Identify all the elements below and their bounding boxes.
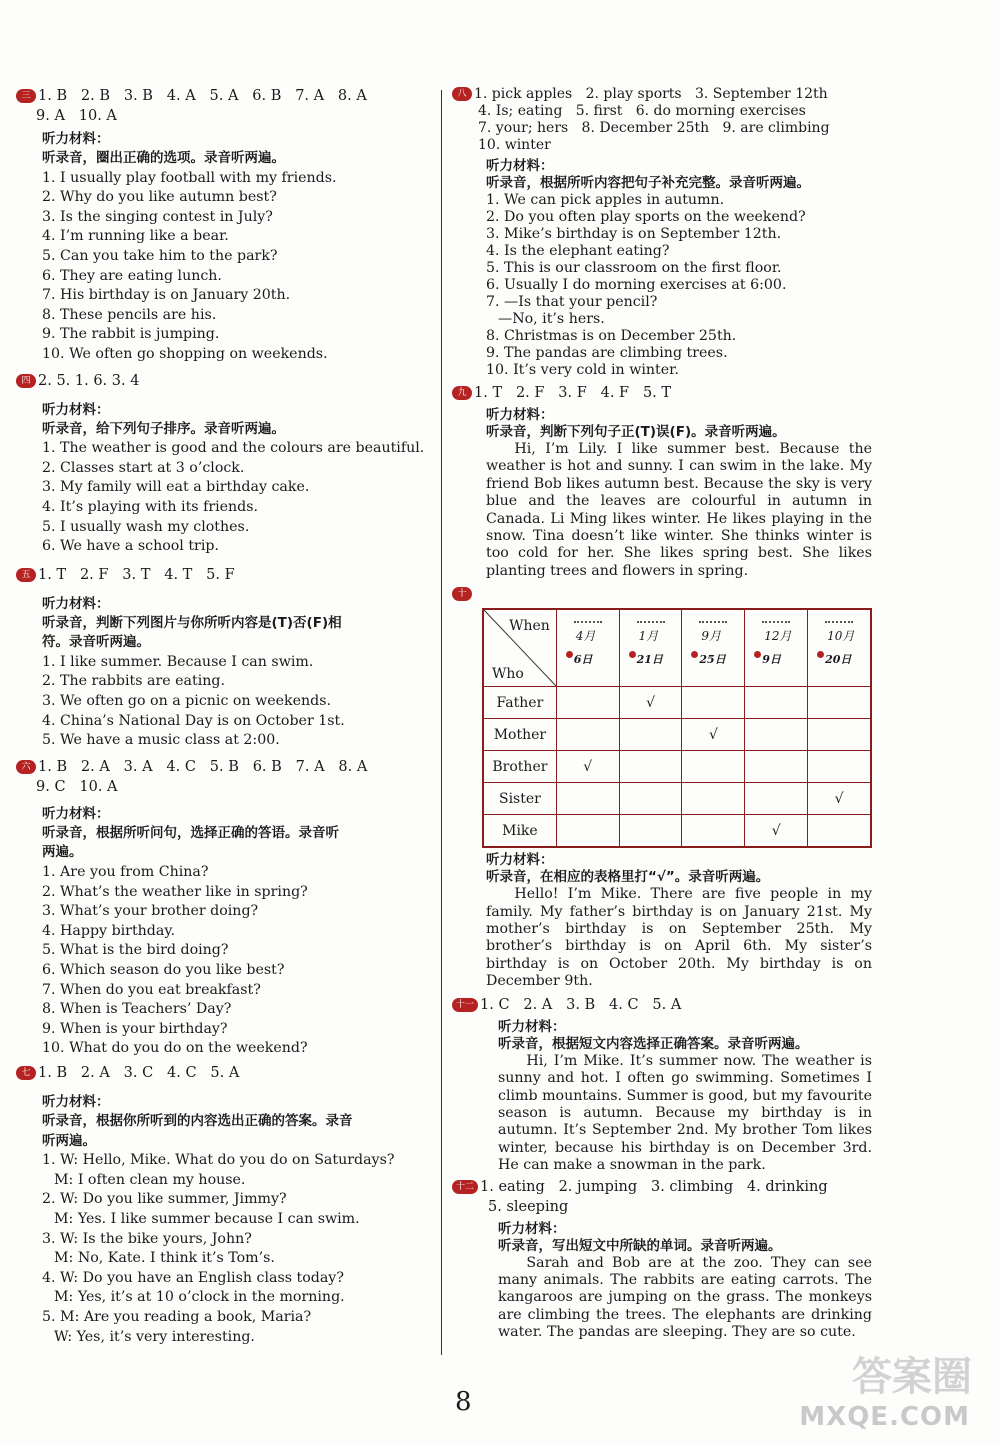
row-name: Mike: [483, 815, 556, 848]
instruction: 听录音，根据所听问句，选择正确的答语。录音听: [42, 824, 339, 841]
section-badge: 十二: [452, 1180, 478, 1194]
instruction: 两遍。: [42, 844, 83, 861]
check-cell: [745, 751, 808, 783]
date-cell: [619, 609, 682, 687]
section-badge: 十: [452, 587, 472, 601]
section-badge: 六: [16, 760, 36, 774]
answer-text: 1. T 2. F 3. F 4. F 5. T: [474, 385, 672, 401]
material-label: 听力材料：: [42, 401, 110, 418]
table-row: [483, 687, 871, 719]
section-6: [16, 757, 426, 1059]
material-label: 听力材料：: [486, 158, 554, 174]
check-cell: [619, 751, 682, 783]
section-badge: 九: [452, 386, 472, 400]
list-item: 7. When do you eat breakfast?: [42, 981, 261, 998]
section-12: [452, 1177, 872, 1342]
list-item: 1. Are you from China?: [42, 864, 209, 881]
list-item: 2. Classes start at 3 o’clock.: [42, 459, 245, 476]
header-when: When: [509, 618, 550, 635]
list-item: 9. When is your birthday?: [42, 1020, 228, 1037]
list-item: 6. They are eating lunch.: [42, 267, 222, 284]
calendar-icon: [754, 621, 798, 671]
check-cell: [745, 783, 808, 815]
calendar-month: 10月: [827, 629, 855, 644]
material-label: 听力材料：: [498, 1220, 566, 1237]
section-badge: 八: [452, 87, 472, 101]
dialog-line: 3. W: Is the bike yours, John?: [42, 1230, 252, 1247]
right-column: [452, 86, 872, 1342]
section-4: [16, 371, 426, 557]
dialog-line: 5. M: Are you reading a book, Maria?: [42, 1308, 312, 1325]
list-item: 5. What is the bird doing?: [42, 942, 229, 959]
list-item: 9. The pandas are climbing trees.: [486, 345, 728, 361]
calendar-month: 1月: [638, 629, 659, 644]
instruction: 听录音，根据短文内容选择正确答案。录音听两遍。: [498, 1035, 809, 1052]
check-cell: [745, 719, 808, 751]
check-cell: √: [808, 783, 871, 815]
answer-text: 1. B 2. A 3. A 4. C 5. B 6. B 7. A 8. A: [38, 758, 368, 775]
instruction: 符。录音听两遍。: [42, 634, 150, 651]
calendar-month: 12月: [764, 629, 792, 644]
list-item: 5. Can you take him to the park?: [42, 247, 278, 264]
instruction: 听两遍。: [42, 1132, 96, 1149]
dialog-line: W: Yes, it’s very interesting.: [54, 1328, 255, 1345]
check-cell: [556, 815, 619, 848]
answer-text: 2. 5. 1. 6. 3. 4: [38, 372, 140, 389]
calendar-day: 25日: [699, 653, 726, 667]
listening-paragraph: Hello! I’m Mike. There are five people in my family. My father’s birthday is on January 21st. My mother’s birthday is on September 25th. My brother’s birthday is on April 6th. My sister’s birthday is on October 20th. My birthday is on December 9th.: [486, 886, 872, 990]
table-row: [483, 719, 871, 751]
section-badge: 五: [16, 568, 36, 582]
section-3: [16, 86, 426, 365]
answer-text: 1. eating 2. jumping 3. climbing 4. drinking: [480, 1178, 828, 1195]
check-cell: [682, 751, 745, 783]
list-item: 5. I usually wash my clothes.: [42, 518, 250, 535]
calendar-day: 6日: [573, 653, 593, 667]
check-cell: [808, 815, 871, 848]
page-number: 8: [455, 1387, 472, 1417]
list-item: —No, it’s hers.: [498, 311, 605, 327]
answer-line: [452, 383, 872, 403]
list-item: 10. What do you do on the weekend?: [42, 1040, 308, 1057]
check-cell: [682, 815, 745, 848]
check-cell: [745, 687, 808, 719]
calendar-month: 9月: [701, 629, 722, 644]
table-row: [483, 783, 871, 815]
row-name: Sister: [483, 783, 556, 815]
answer-line: [452, 86, 872, 103]
list-item: 3. Mike’s birthday is on September 12th.: [486, 226, 782, 242]
list-item: 3. We often go on a picnic on weekends.: [42, 693, 332, 710]
list-item: 1. I like summer. Because I can swim.: [42, 653, 314, 670]
answer-line: [16, 86, 426, 106]
answer-text: 1. pick apples 2. play sports 3. September 12th: [474, 86, 828, 102]
list-item: 3. What’s your brother doing?: [42, 903, 259, 920]
material-label: 听力材料：: [42, 805, 110, 822]
answer-line: 5. sleeping: [488, 1198, 569, 1215]
list-item: 6. We have a school trip.: [42, 538, 219, 555]
check-cell: [556, 687, 619, 719]
list-item: 4. China’s National Day is on October 1st.: [42, 712, 345, 729]
section-badge: 三: [16, 89, 36, 103]
date-cell: [808, 609, 871, 687]
left-column: [16, 86, 426, 1347]
list-item: 4. It’s playing with its friends.: [42, 498, 259, 515]
listening-paragraph: Hi, I’m Mike. It’s summer now. The weather is sunny and hot. I often go swimming. Sometimes I climb mountains. Summer is good, but my favourite season is autumn. Because my birthday is in autumn. It’s September 2nd. My brother Tom likes winter, because his birthday is on December 3rd. He can make a snowman in the park.: [498, 1052, 872, 1174]
section-5: [16, 565, 426, 751]
instruction: 听录音，在相应的表格里打“√”。录音听两遍。: [486, 869, 770, 886]
check-cell: [619, 815, 682, 848]
instruction: 听录音，给下列句子排序。录音听两遍。: [42, 420, 285, 437]
list-item: 5. We have a music class at 2:00.: [42, 732, 280, 749]
material-label: 听力材料：: [42, 131, 110, 147]
answer-line: [16, 757, 426, 777]
list-item: 6. Usually I do morning exercises at 6:00.: [486, 277, 787, 293]
column-divider: [441, 90, 442, 1355]
check-cell: √: [745, 815, 808, 848]
row-name: Mother: [483, 719, 556, 751]
list-item: 8. When is Teachers’ Day?: [42, 1001, 232, 1018]
birthday-grid: [482, 608, 872, 848]
table-row: [483, 751, 871, 783]
instruction: 听录音，圈出正确的选项。录音听两遍。: [42, 150, 285, 166]
list-item: 4. I’m running like a bear.: [42, 228, 229, 245]
list-item: 3. Is the singing contest in July?: [42, 208, 273, 225]
answer-line: [16, 1063, 426, 1083]
dialog-line: M: Yes. I like summer because I can swim.: [54, 1210, 360, 1227]
dialog-line: M: I often clean my house.: [54, 1171, 246, 1188]
dialog-line: M: Yes, it’s at 10 o’clock in the morning.: [54, 1289, 345, 1306]
date-cell: [682, 609, 745, 687]
section-badge: 七: [16, 1066, 36, 1080]
answer-line: [452, 584, 872, 604]
list-item: 10. It’s very cold in winter.: [486, 362, 679, 378]
list-item: 1. We can pick apples in autumn.: [486, 192, 725, 208]
list-item: 10. We often go shopping on weekends.: [42, 345, 328, 362]
check-cell: [556, 719, 619, 751]
section-10: [452, 584, 872, 990]
list-item: 2. Why do you like autumn best?: [42, 189, 277, 206]
calendar-icon: [817, 621, 861, 671]
dialog-line: 1. W: Hello, Mike. What do you do on Saturdays?: [42, 1152, 395, 1169]
list-item: 6. Which season do you like best?: [42, 962, 285, 978]
answer-line: [16, 371, 426, 391]
list-item: 7. —Is that your pencil?: [486, 294, 658, 310]
calendar-icon: [691, 621, 735, 671]
row-name: Father: [483, 687, 556, 719]
calendar-icon: [566, 621, 610, 671]
section-8: [452, 86, 872, 379]
section-badge: 四: [16, 374, 36, 388]
calendar-day: 9日: [762, 653, 781, 667]
instruction: 听录音，写出短文中所缺的单词。录音听两遍。: [498, 1237, 782, 1254]
check-cell: √: [682, 719, 745, 751]
check-cell: [808, 751, 871, 783]
watermark-logo: 答案圈: [852, 1354, 972, 1400]
list-item: 1. I usually play football with my friends.: [42, 169, 337, 186]
calendar-icon: [629, 621, 673, 671]
section-11: [452, 995, 872, 1175]
check-cell: [808, 719, 871, 751]
material-label: 听力材料：: [498, 1018, 566, 1035]
list-item: 3. My family will eat a birthday cake.: [42, 479, 310, 496]
check-cell: [619, 719, 682, 751]
list-item: 2. Do you often play sports on the weekend?: [486, 209, 806, 225]
check-cell: [682, 783, 745, 815]
answer-text: 1. B 2. B 3. B 4. A 5. A 6. B 7. A 8. A: [38, 88, 367, 104]
check-cell: [556, 783, 619, 815]
date-cell: [556, 609, 619, 687]
check-cell: [619, 783, 682, 815]
watermark-site: MXQE.COM: [799, 1402, 970, 1432]
section-7: [16, 1063, 426, 1347]
list-item: 2. What’s the weather like in spring?: [42, 883, 308, 900]
birthday-table: [482, 608, 872, 848]
row-name: Brother: [483, 751, 556, 783]
dialog-line: 4. W: Do you have an English class today?: [42, 1269, 344, 1286]
calendar-month: 4月: [575, 629, 596, 644]
list-item: 7. His birthday is on January 20th.: [42, 287, 291, 304]
answer-text: 1. B 2. A 3. C 4. C 5. A: [38, 1064, 240, 1081]
header-cell: [483, 609, 556, 687]
section-badge: 十一: [452, 998, 478, 1012]
calendar-day: 20日: [825, 653, 852, 667]
table-row: [483, 815, 871, 848]
date-cell: [745, 609, 808, 687]
list-item: 8. Christmas is on December 25th.: [486, 328, 737, 344]
answer-line: 7. your; hers 8. December 25th 9. are climbing: [478, 120, 830, 136]
instruction: 听录音，判断下列句子正(T)误(F)。录音听两遍。: [486, 424, 786, 440]
header-who: Who: [492, 666, 524, 683]
instruction: 听录音，根据所听内容把句子补充完整。录音听两遍。: [486, 175, 810, 191]
answer-line: 4. Is; eating 5. first 6. do morning exercises: [478, 103, 806, 119]
answer-line: 9. A 10. A: [36, 108, 117, 124]
material-label: 听力材料：: [42, 595, 110, 612]
answer-text: 1. C 2. A 3. B 4. C 5. A: [480, 996, 682, 1013]
answer-line: [452, 1177, 872, 1197]
section-9: [452, 383, 872, 580]
material-label: 听力材料：: [42, 1093, 110, 1110]
list-item: 9. The rabbit is jumping.: [42, 326, 220, 343]
answer-text: 1. T 2. F 3. T 4. T 5. F: [38, 566, 235, 583]
check-cell: √: [556, 751, 619, 783]
instruction: 听录音，根据你所听到的内容选出正确的答案。录音: [42, 1112, 353, 1129]
answer-line: [452, 995, 872, 1015]
instruction: 听录音，判断下列图片与你所听内容是(T)否(F)相: [42, 614, 342, 631]
dialog-line: M: No, Kate. I think it’s Tom’s.: [54, 1250, 275, 1267]
listening-paragraph: Sarah and Bob are at the zoo. They can see many animals. The rabbits are eating carrots. The kangaroos are jumping on the grass. The monkeys are climbing the trees. The elephants are drinking water. The pandas are sleeping. They are so cute.: [498, 1254, 872, 1341]
answer-line: 10. winter: [478, 137, 551, 153]
list-item: 8. These pencils are his.: [42, 306, 217, 323]
list-item: 2. The rabbits are eating.: [42, 673, 225, 690]
check-cell: [682, 687, 745, 719]
calendar-day: 21日: [636, 653, 663, 667]
material-label: 听力材料：: [486, 852, 554, 869]
check-cell: [808, 687, 871, 719]
list-item: 1. The weather is good and the colours are beautiful.: [42, 440, 425, 457]
listening-paragraph: Hi, I’m Lily. I like summer best. Because the weather is hot and sunny. I can swim in the lake. My friend Bob likes autumn best. Because the sky is very blue and the leaves are colourful in autumn in Canada. Li Ming likes winter. He likes playing in the snow. Tina doesn’t like winter. She thinks winter is too cold for her. She likes spring best. She likes planting trees and flowers in spring.: [486, 441, 872, 579]
material-label: 听力材料：: [486, 407, 554, 423]
dialog-line: 2. W: Do you like summer, Jimmy?: [42, 1191, 287, 1208]
list-item: 4. Happy birthday.: [42, 922, 175, 939]
answer-line: [16, 565, 426, 585]
check-cell: √: [619, 687, 682, 719]
list-item: 4. Is the elephant eating?: [486, 243, 670, 259]
list-item: 5. This is our classroom on the first floor.: [486, 260, 782, 276]
answer-line: 9. C 10. A: [36, 778, 118, 795]
